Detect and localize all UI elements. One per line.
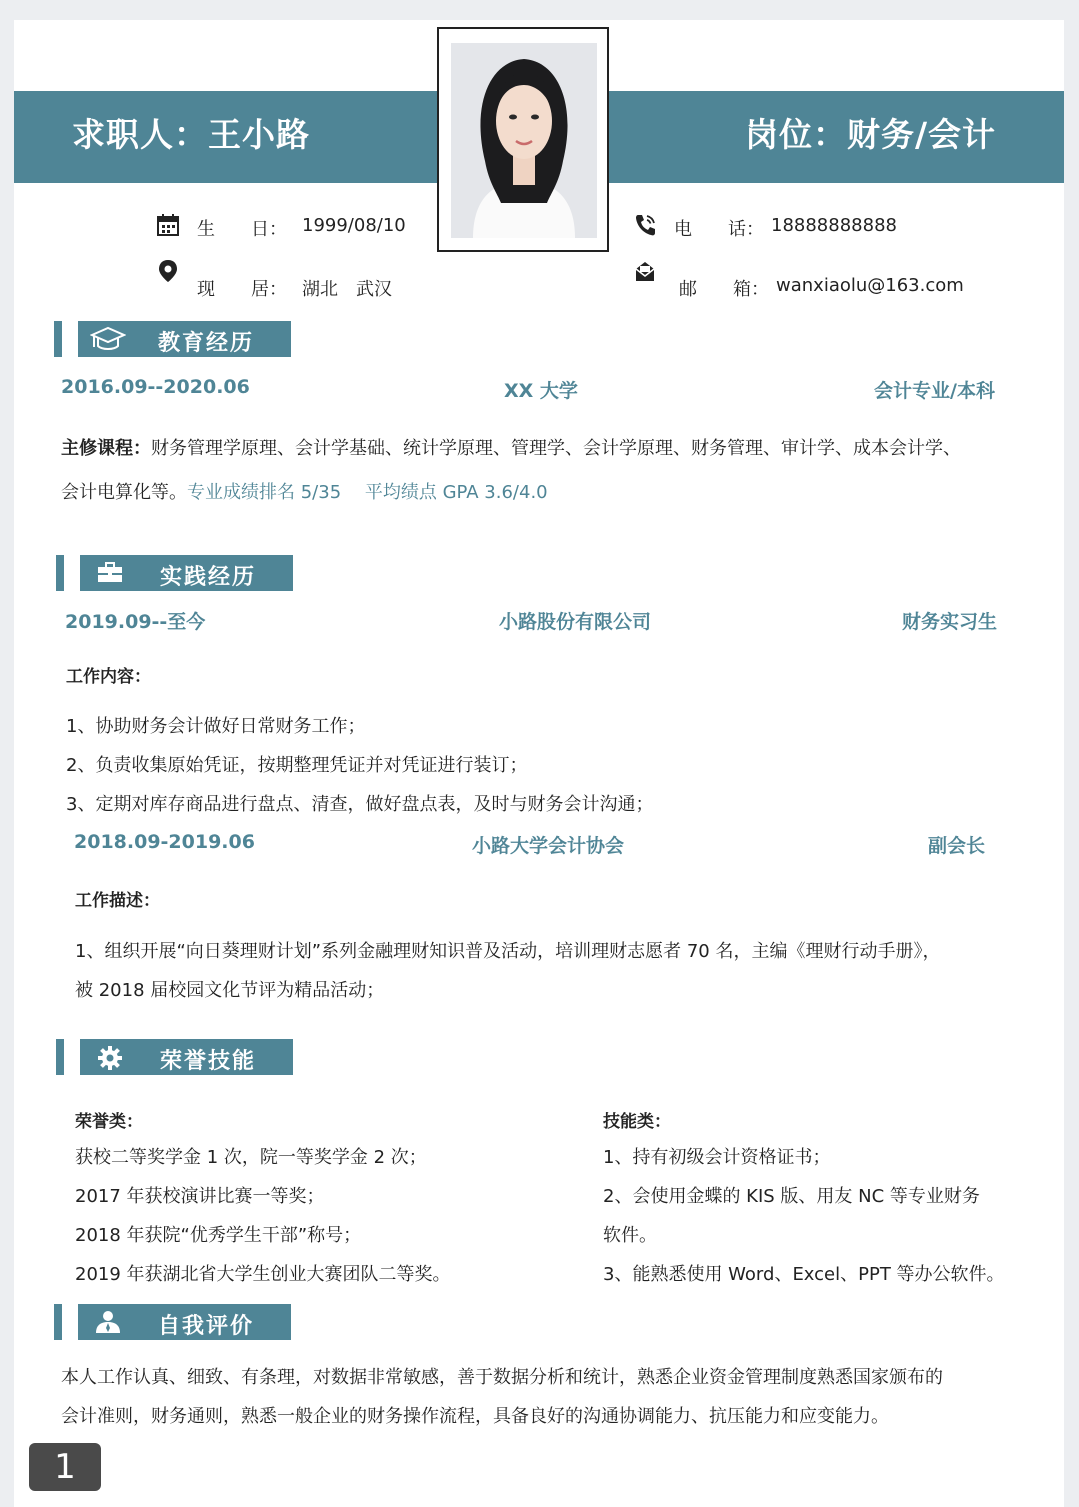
photo-frame xyxy=(437,27,609,252)
education-school: XX 大学 xyxy=(504,380,578,402)
job1-item-2: 2、负责收集原始凭证，按期整理凭证并对凭证进行装订； xyxy=(66,755,528,776)
skill-label: 技能类： xyxy=(603,1112,671,1132)
job1-item-3: 3、定期对库存商品进行盘点、清查，做好盘点表，及时与财务会计沟通； xyxy=(66,794,654,815)
job1-period: 2019.09--至今 xyxy=(65,611,206,633)
page-number-badge[interactable]: 1 xyxy=(29,1443,101,1491)
location-pin-icon xyxy=(157,259,179,283)
job2-period: 2018.09-2019.06 xyxy=(74,831,255,853)
gear-icon xyxy=(92,1043,128,1071)
job2-line-2: 被 2018 届校园文化节评为精品活动； xyxy=(75,980,385,1001)
education-rank: 专业成绩排名 5/35 xyxy=(187,482,342,503)
phone-icon xyxy=(634,213,656,237)
applied-position: 岗位：财务/会计 xyxy=(744,115,996,154)
honor-item-2: 2017 年获校演讲比赛一等奖； xyxy=(75,1186,325,1207)
email-label: 邮 箱： xyxy=(679,279,769,300)
job1-role: 财务实习生 xyxy=(902,611,998,633)
residence-value: 湖北 武汉 xyxy=(302,279,392,300)
email-value: wanxiaolu@163.com xyxy=(776,275,964,296)
section-practice-title: 实践经历 xyxy=(160,565,257,590)
skill-item-2-cont: 软件。 xyxy=(603,1225,657,1246)
skill-item-3: 3、能熟悉使用 Word、Excel、PPT 等办公软件。 xyxy=(603,1264,1005,1285)
residence-label: 现 居： xyxy=(197,279,287,300)
calendar-icon xyxy=(157,213,179,237)
graduation-cap-icon xyxy=(90,325,126,353)
phone-value: 18888888888 xyxy=(771,215,897,236)
education-period: 2016.09--2020.06 xyxy=(61,376,250,398)
user-icon xyxy=(90,1308,126,1336)
self-eval-line-1: 本人工作认真、细致、有条理，对数据非常敏感，善于数据分析和统计，熟悉企业资金管理制度熟悉国家颁布的 xyxy=(61,1367,943,1388)
job1-item-1: 1、协助财务会计做好日常财务工作； xyxy=(66,716,366,737)
section-education-title: 教育经历 xyxy=(158,331,255,356)
resume-page xyxy=(14,20,1064,1507)
briefcase-icon xyxy=(92,559,128,587)
self-eval-line-2: 会计准则，财务通则，熟悉一般企业的财务操作流程，具备良好的沟通协调能力、抗压能力和应变能力。 xyxy=(61,1406,889,1427)
applicant-name: 求职人：王小路 xyxy=(72,115,310,154)
education-gpa: 平均绩点 GPA 3.6/4.0 xyxy=(364,482,548,503)
courses-text-cont: 会计电算化等。 xyxy=(61,482,187,503)
skill-item-1: 1、持有初级会计资格证书； xyxy=(603,1147,831,1168)
job2-role: 副会长 xyxy=(928,835,986,857)
job2-company: 小路大学会计协会 xyxy=(472,835,625,857)
courses-text: 财务管理学原理、会计学基础、统计学原理、管理学、会计学原理、财务管理、审计学、成本会计学、 xyxy=(151,438,961,459)
section-honors-title: 荣誉技能 xyxy=(160,1049,257,1074)
section-self-eval-title: 自我评价 xyxy=(158,1314,255,1339)
birthday-value: 1999/08/10 xyxy=(302,215,406,236)
education-courses-line1 xyxy=(61,434,961,460)
education-major: 会计专业/本科 xyxy=(874,380,995,402)
courses-label: 主修课程： xyxy=(61,438,151,459)
honor-item-3: 2018 年获院“优秀学生干部”称号； xyxy=(75,1225,362,1246)
education-courses-line2 xyxy=(61,478,548,504)
job1-company: 小路股份有限公司 xyxy=(499,611,652,633)
phone-label: 电 话： xyxy=(674,219,764,240)
honor-item-4: 2019 年获湖北省大学生创业大赛团队二等奖。 xyxy=(75,1264,451,1285)
birthday-label: 生 日： xyxy=(197,219,287,240)
job1-content-label: 工作内容： xyxy=(66,667,151,687)
honor-item-1: 获校二等奖学金 1 次，院一等奖学金 2 次； xyxy=(75,1147,427,1168)
job2-content-label: 工作描述： xyxy=(75,891,160,911)
avatar xyxy=(451,43,597,238)
job2-line-1: 1、组织开展“向日葵理财计划”系列金融理财知识普及活动，培训理财志愿者 70 名，主编《理财行动手册》， xyxy=(75,941,941,962)
skill-item-2: 2、会使用金蝶的 KIS 版、用友 NC 等专业财务 xyxy=(603,1186,980,1207)
mail-icon xyxy=(634,259,656,283)
honor-label: 荣誉类： xyxy=(75,1112,143,1132)
